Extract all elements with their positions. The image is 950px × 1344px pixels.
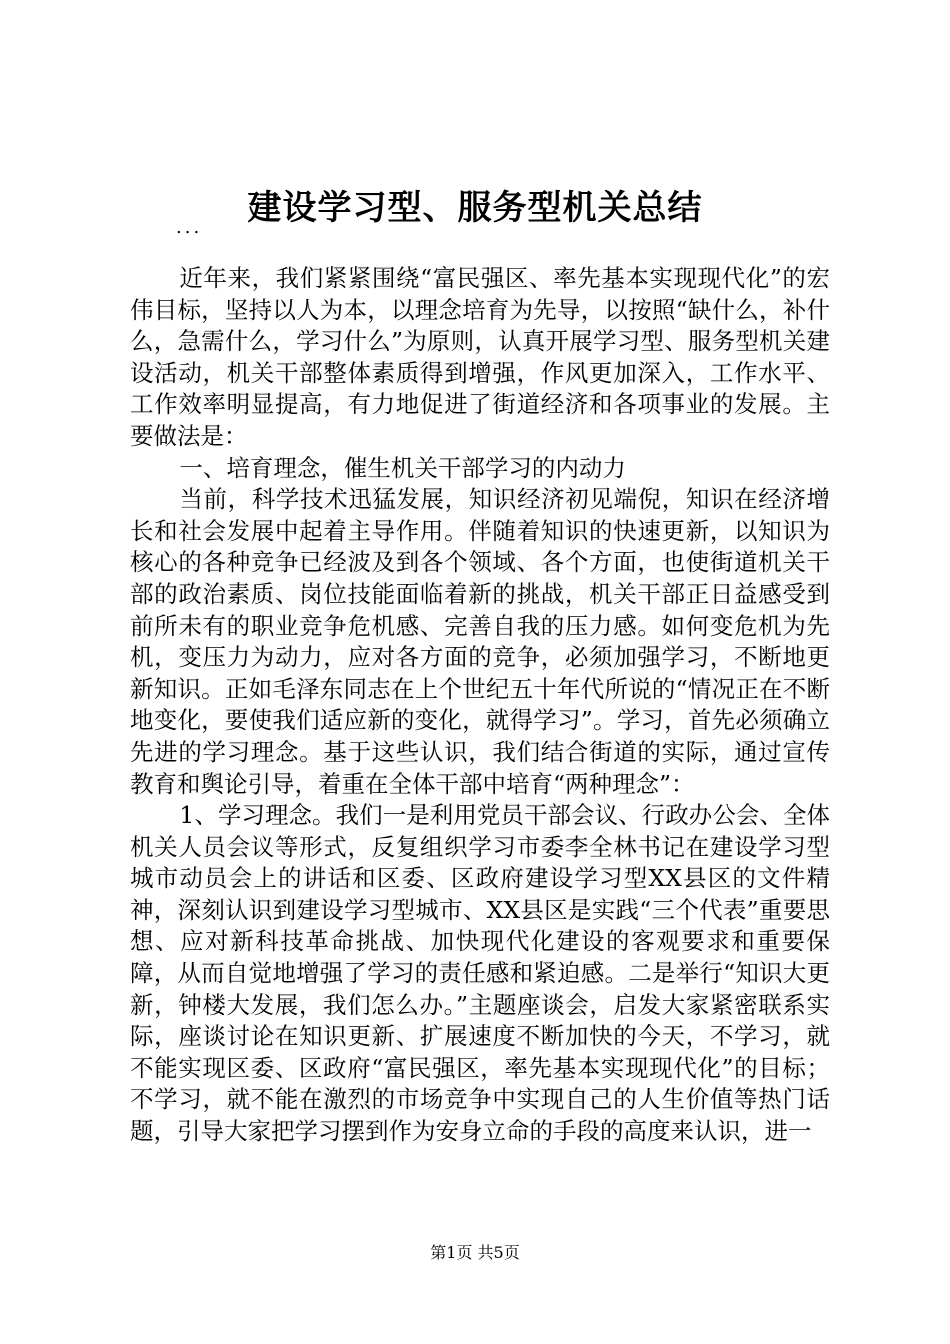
paragraph-learning-concept: 1、学习理念。我们一是利用党员干部会议、行政办公会、全体机关人员会议等形式，反复组织学习市委李全林书记在建设学习型城市动员会上的讲话和区委、区政府建设学习型XX县区的文件精神，深刻认识到建设学习型城市、XX县区是实践“三个代表”重要思想、应对新科技革命挑战、加快现代化建设的客观要求和重要保障，从而自觉地增强了学习的责任感和紧迫感。二是举行“知识大更新，钟楼大发展，我们怎么办。”主题座谈会，启发大家紧密联系实际，座谈讨论在知识更新、扩展速度不断加快的今天，不学习，就不能实现区委、区政府“富民强区，率先基本实现现代化”的目标；不学习，就不能在激烈的市场竞争中实现自己的人生价值等热门话题，引导大家把学习摆到作为安身立命的手段的高度来认识，进一 bbox=[130, 801, 830, 1146]
page-footer: 第1页 共5页 bbox=[430, 1243, 520, 1262]
ellipsis-mark: ... bbox=[176, 217, 203, 238]
document-title: 建设学习型、服务型机关总结 bbox=[247, 188, 703, 228]
paragraph-section-1: 当前，科学技术迅猛发展，知识经济初见端倪，知识在经济增长和社会发展中起着主导作用。伴随着知识的快速更新，以知识为核心的各种竞争已经波及到各个领域、各个方面，也使街道机关干部的政治素质、岗位技能面临着新的挑战，机关干部正日益感受到前所未有的职业竞争危机感、完善自我的压力感。如何变危机为先机，变压力为动力，应对各方面的竞争，必须加强学习，不断地更新知识。正如毛泽东同志在上个世纪五十年代所说的“情况正在不断地变化，要使我们适应新的变化，就得学习”。学习，首先必须确立先进的学习理念。基于这些认识，我们结合街道的实际，通过宣传教育和舆论引导，着重在全体干部中培育“两种理念”： bbox=[130, 485, 830, 798]
section-heading-1: 一、培育理念，催生机关干部学习的内动力 bbox=[179, 453, 626, 482]
document-body bbox=[130, 263, 830, 1148]
paragraph-intro: 近年来，我们紧紧围绕“富民强区、率先基本实现现代化”的宏伟目标，坚持以人为本，以理念培育为先导，以按照“缺什么，补什么，急需什么，学习什么”为原则，认真开展学习型、服务型机关建设活动，机关干部整体素质得到增强，作风更加深入，工作水平、工作效率明显提高，有力地促进了街道经济和各项事业的发展。主要做法是： bbox=[130, 264, 830, 450]
